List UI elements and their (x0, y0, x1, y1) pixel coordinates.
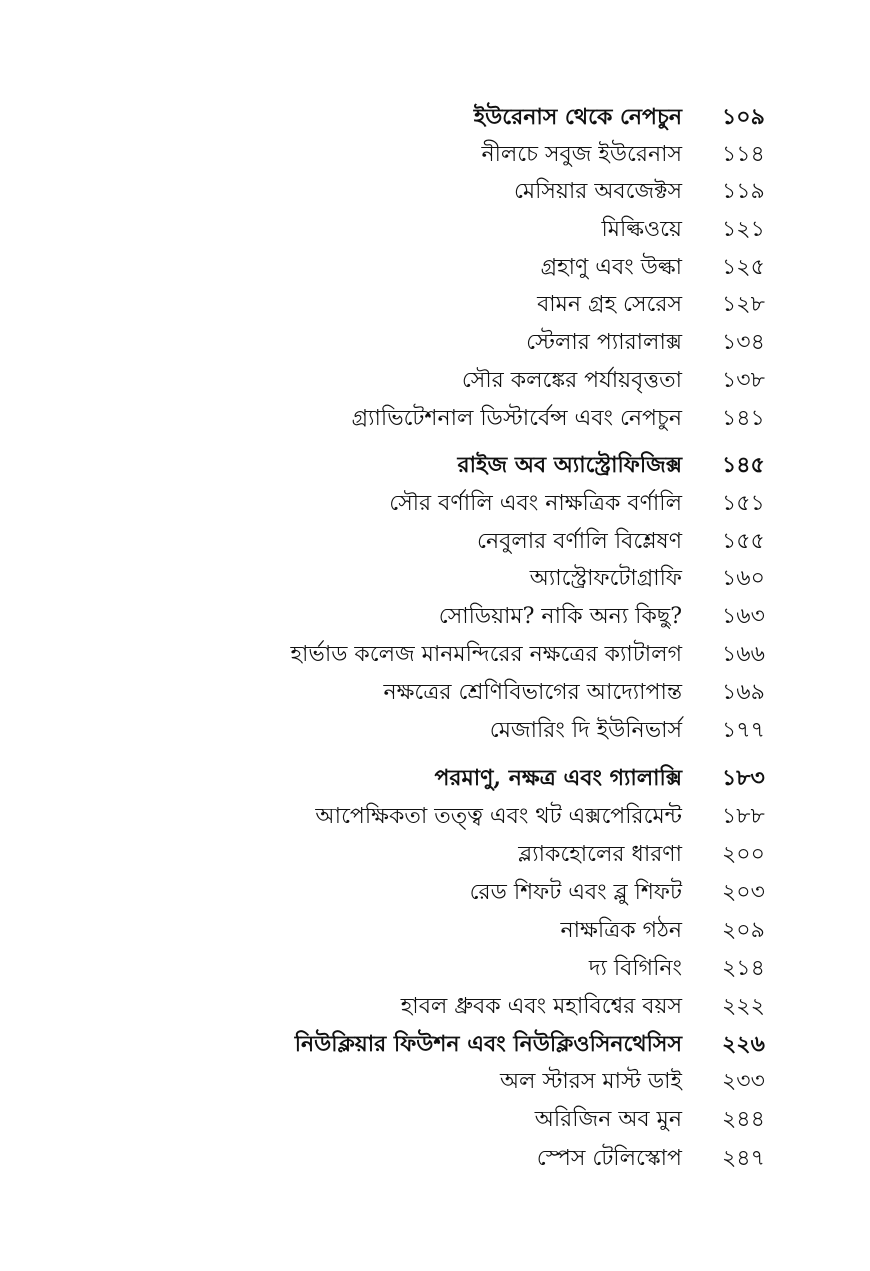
toc-title: আপেক্ষিকতা তত্ত্ব এবং থট এক্সপেরিমেন্ট (315, 804, 682, 829)
toc-section-heading (0, 760, 870, 796)
toc-page-number: ১৮৮ (722, 804, 765, 829)
toc-title: নক্ষত্রের শ্রেণিবিভাগের আদ্যোপান্ত (383, 680, 682, 705)
toc-page-number: ১১৪ (722, 142, 765, 167)
toc-entry (0, 637, 870, 673)
toc-title: গ্রহাণু এবং উল্কা (540, 255, 682, 280)
toc-entry (0, 675, 870, 711)
toc-entry (0, 137, 870, 173)
toc-page-number: ১৪১ (722, 406, 765, 431)
toc-title: বামন গ্রহ সেরেস (537, 292, 682, 317)
toc-entry (0, 713, 870, 749)
toc-entry (0, 212, 870, 248)
toc-entry (0, 524, 870, 560)
toc-section-heading (0, 99, 870, 135)
toc-entry (0, 599, 870, 635)
toc-entry (0, 951, 870, 987)
toc-title: অরিজিন অব মুন (534, 1107, 682, 1132)
toc-page-number: ১৩৪ (722, 330, 765, 355)
toc-title: হার্ভাড কলেজ মানমন্দিরের নক্ষত্রের ক্যাটালগ (290, 642, 682, 667)
toc-page-number: ২১৪ (722, 956, 765, 981)
toc-page-number: ১৬০ (722, 566, 765, 591)
toc-entry (0, 913, 870, 949)
toc-page-number: ১৬৩ (722, 604, 765, 629)
toc-page-number: ২০৯ (722, 918, 765, 943)
toc-title: সৌর বর্ণালি এবং নাক্ষত্রিক বর্ণালি (389, 491, 682, 516)
toc-page-number: ১২৫ (722, 255, 765, 280)
toc-page-number: ১৬৯ (722, 680, 765, 705)
toc-section-heading (0, 447, 870, 483)
toc-page-number: ১৭৭ (722, 718, 765, 743)
toc-entry (0, 486, 870, 522)
toc-entry (0, 325, 870, 361)
toc-entry (0, 363, 870, 399)
toc-title: সৌর কলঙ্কের পর্যায়বৃত্ততা (461, 368, 682, 393)
toc-title: পরমাণু, নক্ষত্র এবং গ্যালাক্সি (434, 765, 682, 791)
toc-page-number: ১৫১ (722, 491, 765, 516)
toc-title: মেজারিং দি ইউনিভার্স (489, 718, 682, 743)
toc-entry (0, 875, 870, 911)
toc-entry (0, 799, 870, 835)
toc-title: হাবল ধ্রুবক এবং মহাবিশ্বের বয়স (400, 994, 682, 1019)
toc-title: নাক্ষত্রিক গঠন (560, 918, 682, 943)
toc-entry (0, 1141, 870, 1177)
toc-entry (0, 401, 870, 437)
toc-page-number: ২২২ (722, 994, 765, 1019)
toc-entry (0, 250, 870, 286)
toc-entry (0, 287, 870, 323)
toc-page-number: ২৪৪ (722, 1107, 765, 1132)
toc-page-number: ১৬৬ (722, 642, 765, 667)
toc-page-number: ১০৯ (722, 104, 765, 130)
toc-title: ইউরেনাস থেকে নেপচুন (473, 104, 682, 130)
toc-title: মিল্কিওয়ে (601, 217, 682, 242)
toc-entry (0, 837, 870, 873)
toc-title: অল স্টারস মাস্ট ডাই (500, 1069, 682, 1094)
toc-title: স্টেলার প্যারালাক্স (526, 330, 682, 355)
toc-page-number: ১৪৫ (722, 452, 765, 478)
toc-page-number: ১২৮ (722, 292, 765, 317)
toc-entry (0, 1026, 870, 1062)
toc-page-number: ১৮৩ (722, 765, 765, 791)
toc-entry (0, 561, 870, 597)
toc-page-number: ২০৩ (722, 880, 765, 905)
toc-page-number: ১২১ (722, 217, 765, 242)
toc-title: নীলচে সবুজ ইউরেনাস (481, 142, 682, 167)
toc-page-number: ২০০ (722, 842, 765, 867)
toc-title: সোডিয়াম? নাকি অন্য কিছু? (438, 604, 682, 629)
toc-title: অ্যাস্ট্রোফটোগ্রাফি (529, 566, 682, 591)
toc-entry (0, 174, 870, 210)
toc-page-number: ২৩৩ (722, 1069, 765, 1094)
toc-title: স্পেস টেলিস্কোপ (536, 1146, 682, 1171)
toc-page-number: ১১৯ (722, 179, 765, 204)
toc-title: ব্ল্যাকহোলের ধারণা (518, 842, 682, 867)
toc-title: রেড শিফট এবং ব্লু শিফট (469, 880, 682, 905)
toc-title: রাইজ অব অ্যাস্ট্রোফিজিক্স (457, 452, 682, 478)
toc-title: দ্য বিগিনিং (588, 956, 682, 981)
toc-entry (0, 1064, 870, 1100)
toc-entry (0, 989, 870, 1025)
toc-page-number: ১৩৮ (722, 368, 765, 393)
toc-title: মেসিয়ার অবজেক্টস (513, 179, 682, 204)
toc-page-number: ২২৬ (722, 1031, 765, 1057)
toc-entry (0, 1102, 870, 1138)
toc-page-number: ২৪৭ (722, 1146, 765, 1171)
toc-title: নিউক্লিয়ার ফিউশন এবং নিউক্লিওসিনথেসিস (294, 1031, 682, 1057)
toc-title: নেবুলার বর্ণালি বিশ্লেষণ (477, 529, 682, 554)
toc-page-number: ১৫৫ (722, 529, 765, 554)
toc-title: গ্র্যাভিটেশনাল ডিস্টার্বেন্স এবং নেপচুন (351, 406, 682, 431)
